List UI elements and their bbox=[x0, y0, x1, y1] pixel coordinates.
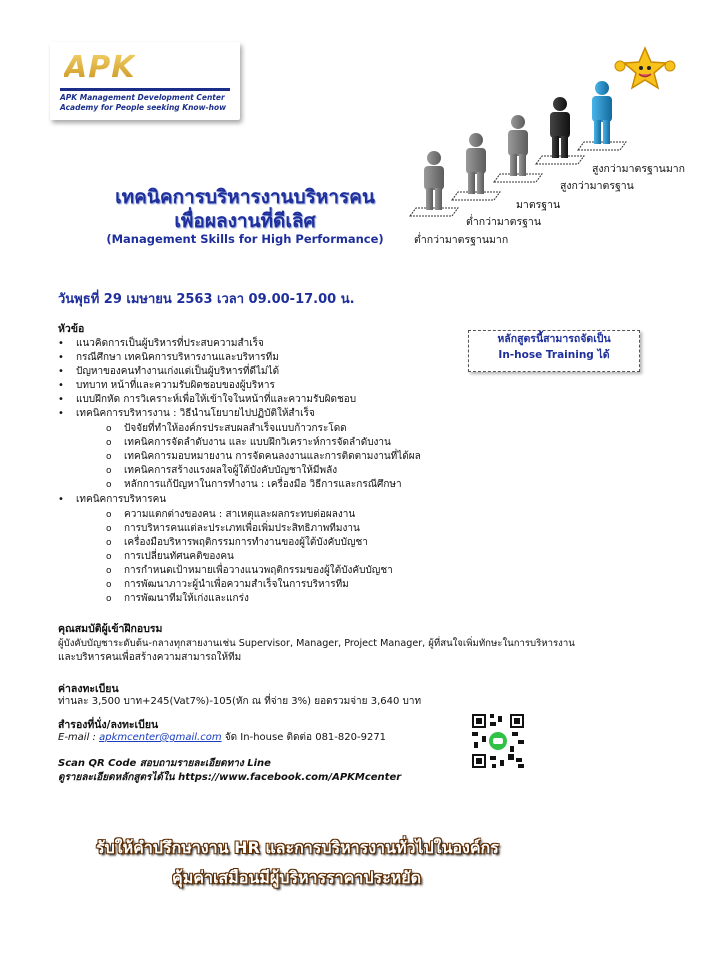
subtopic-item: o การพัฒนาภาวะผู้นำเพื่อความสำเร็จในการบริหารทีม bbox=[106, 579, 349, 590]
inhouse-note-box bbox=[468, 330, 640, 372]
inhouse-line-1: หลักสูตรนี้สามารถจัดเป็น bbox=[497, 333, 611, 345]
contact-heading: สำรองที่นั่ง/ลงทะเบียน bbox=[58, 719, 159, 731]
title-line-1: เทคนิคการบริหารงานบริหารคน bbox=[115, 186, 375, 208]
apk-logo bbox=[50, 42, 240, 120]
topic-item: • กรณีศึกษา เทคนิคการบริหารงานและบริหารทีม bbox=[58, 352, 279, 363]
level-below: ต่ำกว่ามาตรฐาน bbox=[466, 216, 542, 228]
topic-item: • แนวคิดการเป็นผู้บริหารที่ประสบความสำเร็จ bbox=[58, 338, 264, 349]
contact-line bbox=[58, 730, 386, 745]
level-above: สูงกว่ามาตรฐาน bbox=[560, 180, 634, 192]
banner-line-1: รับให้คำปรึกษางาน HR และการบริหารงานทั่วไปในองค์กร bbox=[96, 838, 499, 857]
level-standard: มาตรฐาน bbox=[516, 199, 561, 211]
fee-line: ท่านละ 3,500 บาท+245(Vat7%)-105(หัก ณ ที่จ่าย 3%) ยอดรวมจ่าย 3,640 บาท bbox=[58, 696, 422, 707]
subtopic-item: o การกำหนดเป้าหมายเพื่อวางแนวพฤติกรรมของผู้ใต้บังคับบัญชา bbox=[106, 565, 393, 576]
title-line-2: เพื่อผลงานที่ดีเลิศ bbox=[174, 210, 316, 232]
qr-code-icon bbox=[470, 712, 526, 770]
subtopic-item: o การบริหารคนแต่ละประเภทเพื่อเพิ่มประสิทธิภาพทีมงาน bbox=[106, 523, 360, 534]
facebook-line[interactable]: ดูรายละเอียดหลักสูตรได้ใน https://www.facebook.com/APKMcenter bbox=[58, 772, 402, 783]
topic-item: • เทคนิคการบริหารงาน : วิธีนำนโยบายไปปฏิบัติให้สำเร็จ bbox=[58, 408, 315, 419]
topic-item: • แบบฝึกหัด การวิเคราะห์เพื่อให้เข้าใจในหน้าที่และความรับผิดชอบ bbox=[58, 394, 357, 405]
inhouse-contact: จัด In-house ติดต่อ 081-820-9271 bbox=[221, 732, 387, 743]
level-much-above: สูงกว่ามาตรฐานมาก bbox=[592, 163, 686, 175]
email-link[interactable]: apkmcenter@gmail.com bbox=[99, 732, 222, 743]
logo-mark: APK bbox=[64, 50, 136, 85]
fee-heading: ค่าลงทะเบียน bbox=[58, 683, 119, 695]
topic-item: • เทคนิคการบริหารคน bbox=[58, 494, 167, 505]
logo-divider bbox=[60, 88, 230, 91]
subtopic-item: o เทคนิคการจัดลำดับงาน และ แบบฝึกวิเคราะห์การจัดลำดับงาน bbox=[106, 437, 391, 448]
qualification-heading: คุณสมบัติผู้เข้าฝึกอบรม bbox=[58, 623, 163, 635]
subtopic-item: o เครื่องมือบริหารพฤติกรรมการทำงานของผู้ใต้บังคับบัญชา bbox=[106, 537, 368, 548]
subtopic-item: o เทคนิคการสร้างแรงผลใจผู้ใต้บังคับบัญชาให้มีพลัง bbox=[106, 465, 338, 476]
topics-heading: หัวข้อ bbox=[58, 323, 85, 335]
topic-item: • บทบาท หน้าที่และความรับผิดชอบของผู้บริหาร bbox=[58, 380, 275, 391]
subtopic-item: o การพัฒนาทีมให้เก่งและแกร่ง bbox=[106, 593, 249, 604]
qualification-line-1: ผู้บังคับบัญชาระดับต้น-กลางทุกสายงานเช่น Supervisor, Manager, Project Manager, ผู้ที่สนใจเพิ่มทักษะในการบริหารงาน bbox=[58, 638, 575, 649]
qualification-line-2: และบริหารคนเพื่อสร้างความสามารถให้ทีม bbox=[58, 652, 242, 663]
logo-line-2: Academy for People seeking Know-how bbox=[60, 103, 227, 112]
course-date: วันพุธที่ 29 เมษายน 2563 เวลา 09.00-17.00 น. bbox=[58, 292, 355, 307]
subtopic-item: o หลักการแก้ปัญหาในการทำงาน : เครื่องมือ วิธีการและกรณีศึกษา bbox=[106, 479, 402, 490]
level-much-below: ต่ำกว่ามาตรฐานมาก bbox=[414, 234, 509, 246]
subtopic-item: o การเปลี่ยนทัศนคติของคน bbox=[106, 551, 234, 562]
logo-line-1: APK Management Development Center bbox=[60, 93, 225, 102]
topic-item: • ปัญหาของคนทำงานเก่งแต่เป็นผู้บริหารที่ดีไม่ได้ bbox=[58, 366, 280, 377]
title-english: (Management Skills for High Performance) bbox=[106, 232, 384, 246]
inhouse-line-2: In-hose Training ได้ bbox=[498, 349, 610, 361]
email-label: E-mail : bbox=[58, 732, 100, 743]
banner-line-2: คุ้มค่าเสมือนมีผู้บริหารราคาประหยัด bbox=[172, 868, 421, 887]
subtopic-item: o เทคนิคการมอบหมายงาน การจัดคนลงงานและการติดตามงานที่ได้ผล bbox=[106, 451, 421, 462]
scan-qr-line: Scan QR Code สอบถามรายละเอียดทาง Line bbox=[58, 758, 271, 769]
subtopic-item: o ความแตกต่างของคน : สาเหตุและผลกระทบต่อผลงาน bbox=[106, 509, 356, 520]
subtopic-item: o ปัจจัยที่ทำให้องค์กรประสบผลสำเร็จแบบก้าวกระโดด bbox=[106, 423, 347, 434]
